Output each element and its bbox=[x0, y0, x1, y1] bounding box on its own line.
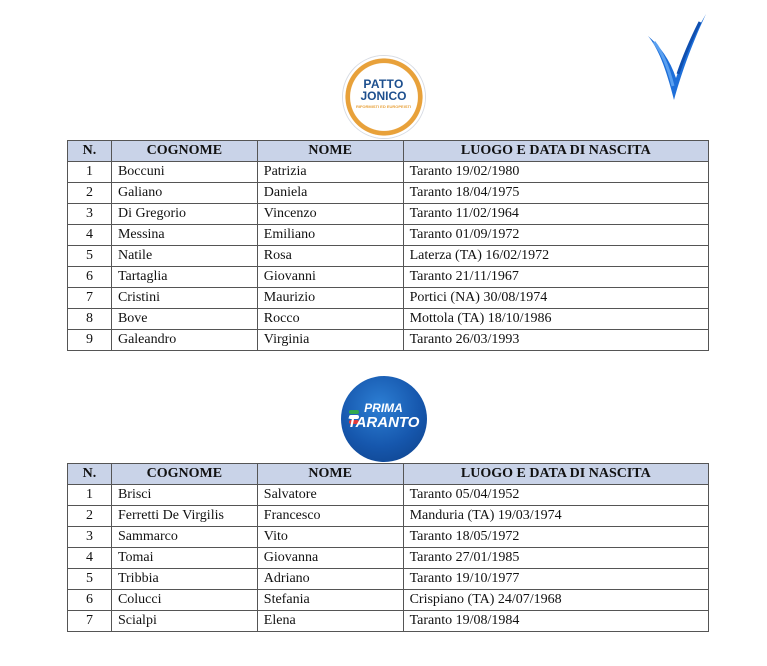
table-row bbox=[68, 309, 709, 330]
table-row bbox=[68, 330, 709, 351]
header-nome: NOME bbox=[257, 464, 403, 485]
header-number: N. bbox=[68, 141, 112, 162]
table-row bbox=[68, 590, 709, 611]
header-cognome: COGNOME bbox=[111, 141, 257, 162]
table-header-row bbox=[68, 141, 709, 162]
prima-taranto-logo bbox=[341, 376, 427, 462]
row-luogo: Crispiano (TA) 24/07/1968 bbox=[403, 590, 708, 611]
table-row bbox=[68, 548, 709, 569]
row-number: 7 bbox=[68, 288, 112, 309]
row-cognome: Galeandro bbox=[111, 330, 257, 351]
row-number: 2 bbox=[68, 183, 112, 204]
table-row bbox=[68, 288, 709, 309]
table-row bbox=[68, 162, 709, 183]
row-number: 6 bbox=[68, 267, 112, 288]
row-luogo: Taranto 11/02/1964 bbox=[403, 204, 708, 225]
row-number: 2 bbox=[68, 506, 112, 527]
candidate-table-prima-taranto bbox=[67, 463, 709, 632]
row-number: 4 bbox=[68, 548, 112, 569]
row-number: 5 bbox=[68, 569, 112, 590]
row-cognome: Cristini bbox=[111, 288, 257, 309]
row-luogo: Taranto 27/01/1985 bbox=[403, 548, 708, 569]
row-number: 1 bbox=[68, 162, 112, 183]
row-luogo: Taranto 18/05/1972 bbox=[403, 527, 708, 548]
header-cognome: COGNOME bbox=[111, 464, 257, 485]
row-cognome: Ferretti De Virgilis bbox=[111, 506, 257, 527]
row-cognome: Brisci bbox=[111, 485, 257, 506]
row-luogo: Taranto 19/02/1980 bbox=[403, 162, 708, 183]
table-row bbox=[68, 485, 709, 506]
row-nome: Giovanni bbox=[257, 267, 403, 288]
row-luogo: Laterza (TA) 16/02/1972 bbox=[403, 246, 708, 267]
row-luogo: Taranto 19/10/1977 bbox=[403, 569, 708, 590]
row-nome: Daniela bbox=[257, 183, 403, 204]
table-row bbox=[68, 611, 709, 632]
row-luogo: Taranto 01/09/1972 bbox=[403, 225, 708, 246]
row-nome: Emiliano bbox=[257, 225, 403, 246]
row-cognome: Tartaglia bbox=[111, 267, 257, 288]
row-nome: Giovanna bbox=[257, 548, 403, 569]
row-nome: Rocco bbox=[257, 309, 403, 330]
header-number: N. bbox=[68, 464, 112, 485]
table-header-row bbox=[68, 464, 709, 485]
checkmark-logo-icon bbox=[640, 8, 710, 108]
table-row bbox=[68, 246, 709, 267]
row-nome: Elena bbox=[257, 611, 403, 632]
row-number: 3 bbox=[68, 527, 112, 548]
table-row bbox=[68, 569, 709, 590]
prima-logo-line1: PRIMA bbox=[364, 401, 403, 415]
row-nome: Virginia bbox=[257, 330, 403, 351]
row-cognome: Colucci bbox=[111, 590, 257, 611]
patto-logo-line3: RIFORMISTI ED EUROPEISTI bbox=[355, 104, 412, 109]
row-number: 5 bbox=[68, 246, 112, 267]
row-cognome: Sammarco bbox=[111, 527, 257, 548]
row-cognome: Galiano bbox=[111, 183, 257, 204]
row-luogo: Taranto 05/04/1952 bbox=[403, 485, 708, 506]
row-luogo: Portici (NA) 30/08/1974 bbox=[403, 288, 708, 309]
row-cognome: Boccuni bbox=[111, 162, 257, 183]
table-row bbox=[68, 204, 709, 225]
row-luogo: Taranto 19/08/1984 bbox=[403, 611, 708, 632]
header-nome: NOME bbox=[257, 141, 403, 162]
table-row bbox=[68, 506, 709, 527]
row-number: 8 bbox=[68, 309, 112, 330]
row-nome: Vincenzo bbox=[257, 204, 403, 225]
row-cognome: Natile bbox=[111, 246, 257, 267]
row-number: 9 bbox=[68, 330, 112, 351]
row-nome: Adriano bbox=[257, 569, 403, 590]
patto-jonico-logo bbox=[343, 56, 425, 138]
patto-logo-line2: JONICO bbox=[360, 89, 407, 103]
row-number: 3 bbox=[68, 204, 112, 225]
header-luogo-data: LUOGO E DATA DI NASCITA bbox=[403, 464, 708, 485]
row-luogo: Taranto 18/04/1975 bbox=[403, 183, 708, 204]
candidate-table-patto-jonico bbox=[67, 140, 709, 351]
row-nome: Salvatore bbox=[257, 485, 403, 506]
row-nome: Rosa bbox=[257, 246, 403, 267]
row-number: 1 bbox=[68, 485, 112, 506]
row-cognome: Bove bbox=[111, 309, 257, 330]
row-luogo: Taranto 21/11/1967 bbox=[403, 267, 708, 288]
row-nome: Maurizio bbox=[257, 288, 403, 309]
row-number: 7 bbox=[68, 611, 112, 632]
row-number: 6 bbox=[68, 590, 112, 611]
row-luogo: Mottola (TA) 18/10/1986 bbox=[403, 309, 708, 330]
row-cognome: Scialpi bbox=[111, 611, 257, 632]
table-row bbox=[68, 225, 709, 246]
header-luogo-data: LUOGO E DATA DI NASCITA bbox=[403, 141, 708, 162]
row-nome: Francesco bbox=[257, 506, 403, 527]
row-nome: Vito bbox=[257, 527, 403, 548]
row-cognome: Tribbia bbox=[111, 569, 257, 590]
prima-logo-line2: TARANTO bbox=[347, 414, 420, 431]
row-cognome: Tomai bbox=[111, 548, 257, 569]
row-luogo: Taranto 26/03/1993 bbox=[403, 330, 708, 351]
table-row bbox=[68, 183, 709, 204]
row-nome: Stefania bbox=[257, 590, 403, 611]
table-row bbox=[68, 527, 709, 548]
row-cognome: Messina bbox=[111, 225, 257, 246]
table-row bbox=[68, 267, 709, 288]
row-cognome: Di Gregorio bbox=[111, 204, 257, 225]
patto-logo-line1: PATTO bbox=[363, 77, 404, 91]
row-number: 4 bbox=[68, 225, 112, 246]
row-nome: Patrizia bbox=[257, 162, 403, 183]
row-luogo: Manduria (TA) 19/03/1974 bbox=[403, 506, 708, 527]
